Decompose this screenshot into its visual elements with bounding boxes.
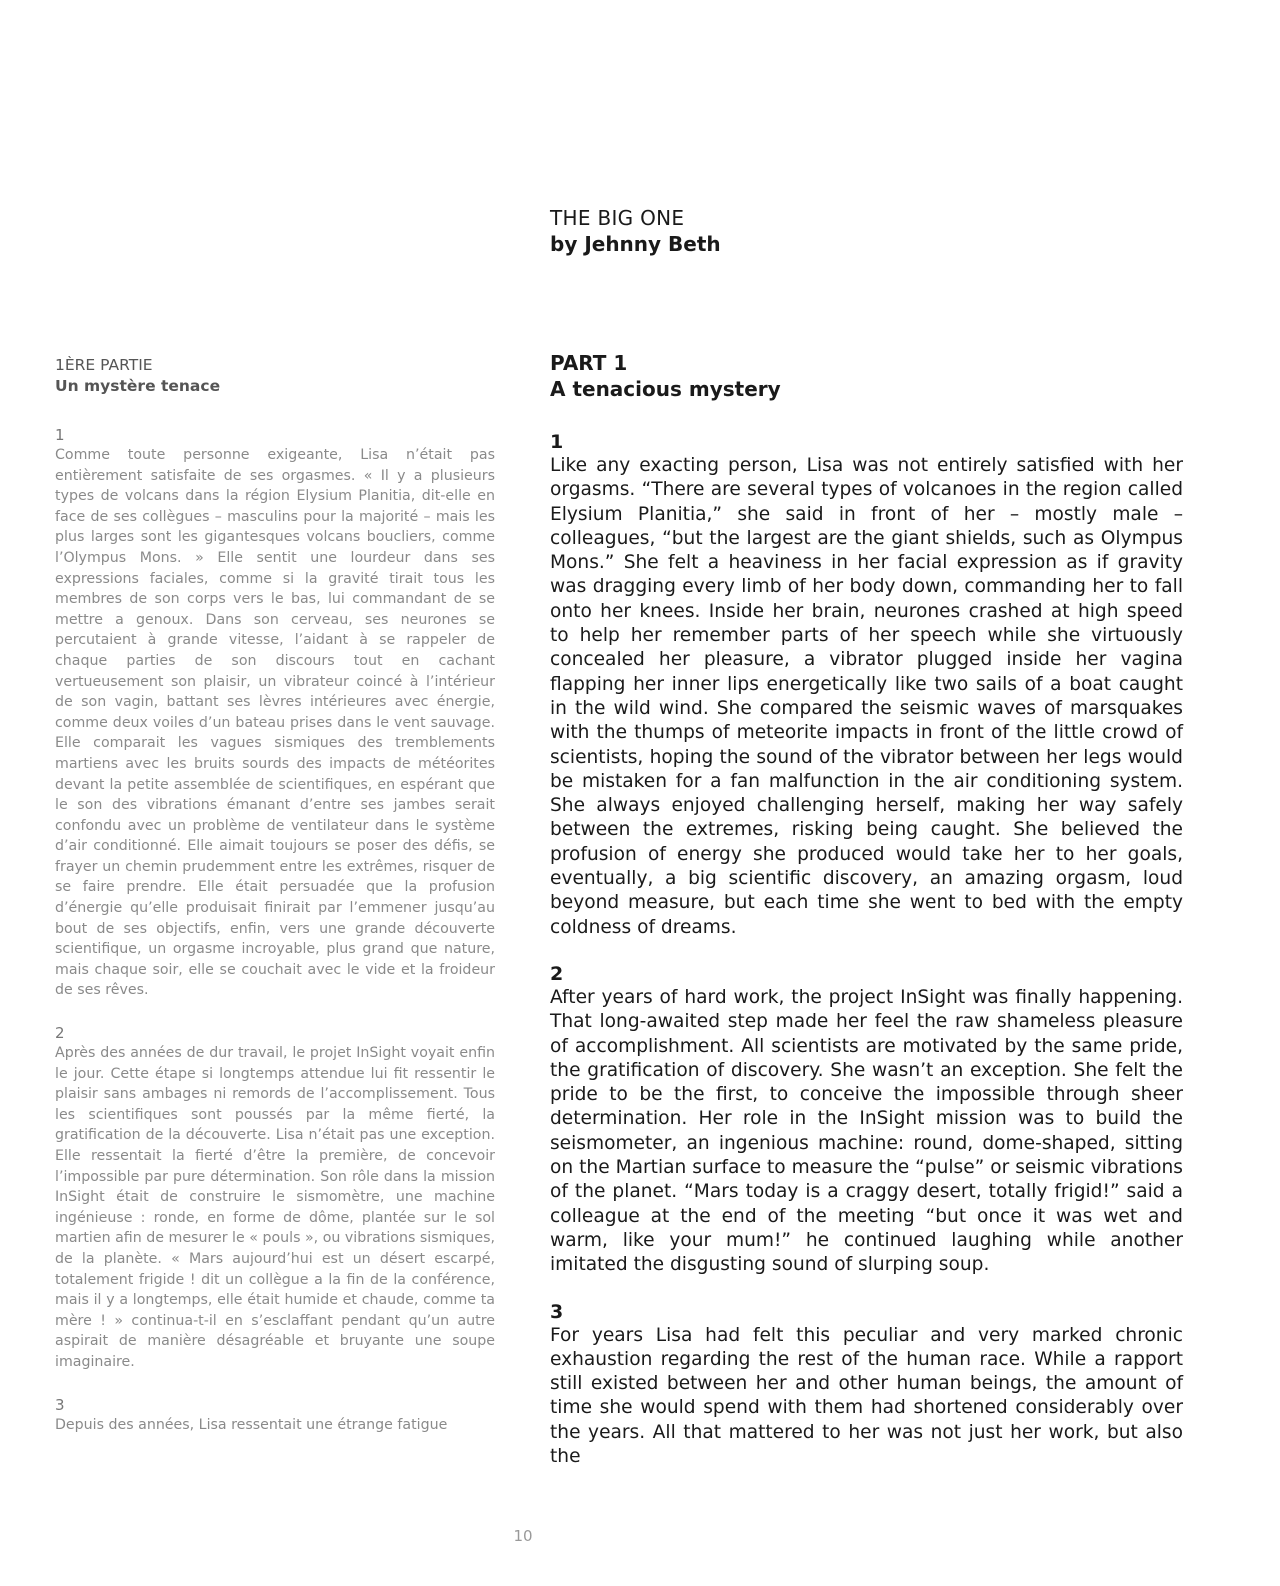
section-number: 2 [550,962,564,985]
story-author: by Jehnny Beth [550,232,721,256]
page-number: 10 [513,1527,533,1545]
section-text: After years of hard work, the project InSight was finally happening. That long-awaited step made her feel the raw shameless pleasure of accomplishment. All scientists are motivated by the same pride, the gratification of discovery. She wasn’t an exception. She felt the pride to be the first, to conceive the impossible through sheer determination. Her role in the InSight mission was to build the seismometer, an ingenious machine: round, dome-shaped, sitting on the Martian surface to measure the “pulse” or seismic vibrations of the planet. “Mars today is a craggy desert, totally frigid!” said a colleague at the end of the meeting “but once it was wet and warm, like your mum!” he continued laughing while another imitated the disgusting sound of slurping soup. [550,986,1183,1276]
story-title: THE BIG ONE [550,206,685,230]
section-number: 3 [550,1300,564,1323]
english-column [550,350,1183,1491]
french-column [55,355,495,1457]
english-part-subtitle: A tenacious mystery [550,377,781,401]
section-text: Après des années de dur travail, le projet InSight voyait enfin le jour. Cette étape si longtemps attendue lui fit ressentir le plaisir sans ambages ni remords de l’accomplissement. Tous les scientifiques sont poussés par la même fierté, la gratification de la découverte. Lisa n’était pas une exception. Elle ressentait la fierté d’être la première, de concevoir l’impossible par pure détermination. Son rôle dans la mission InSight était de construire le sismomètre, une machine ingénieuse : ronde, en forme de dôme, plantée sur le sol martien afin de mesurer le « pouls », ou vibrations sismiques, de la planète. « Mars aujourd’hui est un désert escarpé, totalement frigide ! dit un collègue a la fin de la conférence, mais il y a longtemps, elle était humide et chaude, comme ta mère ! » continua-t-il en s’esclaffant pendant qu’un autre aspirait de manière désagréable et bruyante une soupe imaginaire. [55,1045,495,1370]
french-part-title: 1ÈRE PARTIE [55,356,153,374]
french-part-heading [55,355,495,397]
english-section-1 [550,430,1183,940]
section-text: Depuis des années, Lisa ressentait une étrange fatigue [55,1416,448,1433]
english-part-heading [550,350,1183,402]
section-number: 1 [550,431,564,453]
section-text: For years Lisa had felt this peculiar and very marked chronic exhaustion regarding the rest of the human race. While a rapport still existed between her and other human beings, the amount of time she would spend with them had shortened considerably over the years. All that mattered to her was not just her work, but also the [550,1324,1183,1467]
english-part-title: PART 1 [550,351,628,375]
french-part-subtitle: Un mystère tenace [55,377,221,395]
french-section-3 [55,1395,495,1436]
section-text: Comme toute personne exigeante, Lisa n’était pas entièrement satisfaite de ses orgasmes. « Il y a plusieurs types de volcans dans la région Elysium Planitia, dit-elle en face de ses collègues – masculins pour la majorité – mais les plus larges sont les gigantesques volcans boucliers, comme l’Olympus Mons. » Elle sentit une lourdeur dans ses expressions faciales, comme si la gravité tirait tous les membres de son corps vers le bas, lui commandant de se mettre a genoux. Dans son cerveau, ses neurones se percutaient à grande vitesse, l’aidant à se rappeler de chaque parties de son discours tout en cachant vertueusement son plaisir, un vibrateur coincé à l’intérieur de son vagin, battant ses lèvres intérieures avec énergie, comme deux voiles d’un bateau prises dans le vent sauvage. Elle comparait les vagues sismiques des tremblements martiens avec les bruits sourds des impacts de météorites devant la petite assemblée de scientifiques, en espérant que le son des vibrations émanant d’entre ses jambes serait confondu avec un problème de ventilateur dans le système d’air conditionné. Elle aimait toujours se poser des défis, se frayer un chemin prudemment entre les extrêmes, risquer de se faire prendre. Elle était persuadée que la profusion d’énergie qu’elle produisait finirait par l’emmener jusqu’au bout de ses objectifs, enfin, vers une grande découverte scientifique, un orgasme incroyable, plus grand que nature, mais chaque soir, elle se couchait avec le vide et la froideur de ses rêves. [55,447,495,999]
french-section-1 [55,425,495,1001]
french-section-2 [55,1023,495,1373]
section-number: 3 [55,1395,65,1414]
section-text: Like any exacting person, Lisa was not entirely satisfied with her orgasms. “There are several types of volcanoes in the region called Elysium Planitia,” she said in front of her – mostly male – colleagues, “but the largest are the giant shields, such as Olympus Mons.” She felt a heaviness in her facial expression as if gravity was dragging every limb of her body down, commanding her to fall onto her knees. Inside her brain, neurones crashed at high speed to help her remember parts of her speech while she virtuously concealed her pleasure, a vibrator plugged inside her vagina flapping her inner lips energetically like two sails of a boat caught in the wild wind. She compared the seismic waves of marsquakes with the thumps of meteorite impacts in front of the little crowd of scientists, hoping the sound of the vibrator between her legs would be mistaken for a fan malfunction in the air conditioning system. She always enjoyed challenging herself, making her way safely between the extremes, risking being caught. She believed the profusion of energy she produced would take her to her goals, eventually, a big scientific discovery, an amazing orgasm, loud beyond measure, but each time she went to bed with the empty coldness of dreams. [550,455,1183,938]
section-number: 2 [55,1024,65,1043]
english-section-2 [550,962,1183,1278]
english-section-3 [550,1300,1183,1470]
section-number: 1 [55,426,65,444]
story-title-block [550,205,1190,257]
